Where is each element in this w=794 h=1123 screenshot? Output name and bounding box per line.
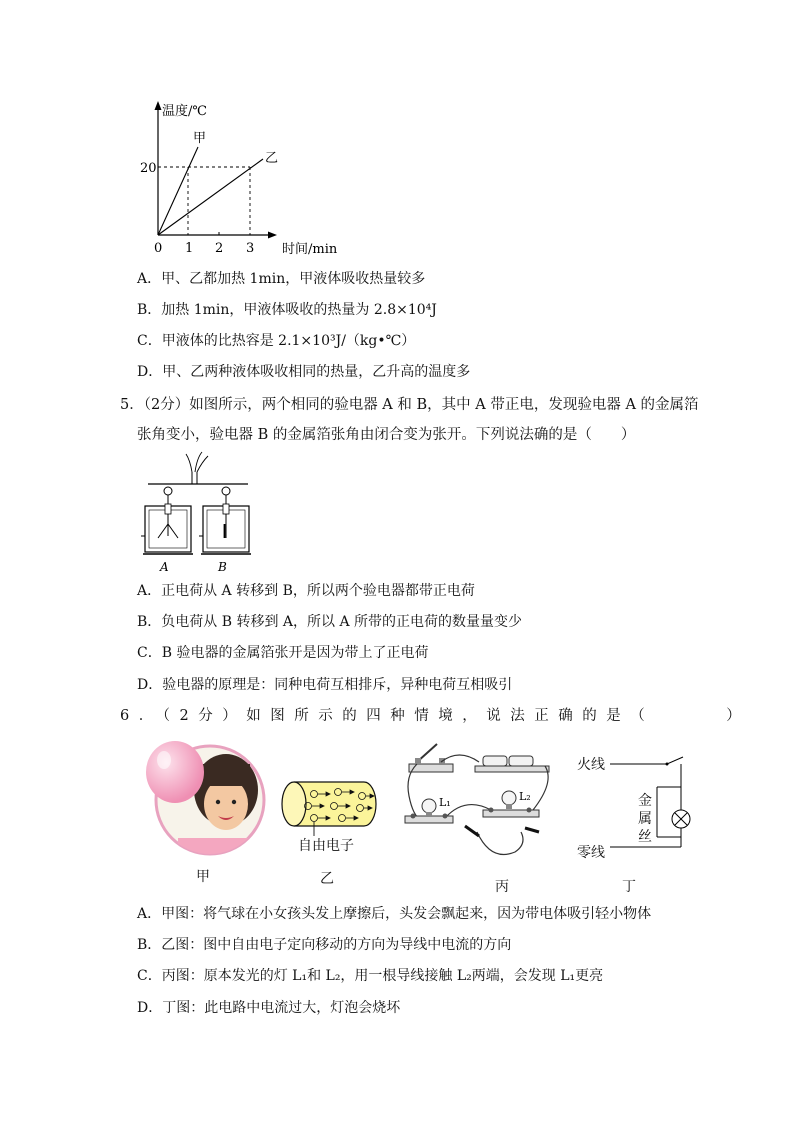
q5-option-b: B．负电荷从 B 转移到 A，所以 A 所带的正电荷的数量量变少 xyxy=(137,614,523,630)
metal-wire-char-3: 丝 xyxy=(638,829,652,845)
x-tick-1: 1 xyxy=(185,241,194,256)
x-tick-2: 2 xyxy=(215,241,224,256)
y-tick-20: 20 xyxy=(140,161,157,176)
electroscopes-figure xyxy=(140,450,260,575)
y-axis-arrow xyxy=(155,101,162,110)
q6-option-b: B．乙图：图中自由电子定向移动的方向为导线中电流的方向 xyxy=(137,937,512,953)
q5-stem-line2: 张角变小，验电器 B 的金属箔张角由闭合变为张开。下列说法确的是（ ） xyxy=(137,427,636,443)
q5-stem-line1: 5．（2分）如图所示，两个相同的验电器 A 和 B，其中 A 带正电，发现验电器 A 的金属箔 xyxy=(120,397,699,413)
q5-option-d: D．验电器的原理是：同种电荷互相排斥，异种电荷互相吸引 xyxy=(137,677,513,693)
x-axis-arrow xyxy=(268,232,277,239)
q5-option-a: A．正电荷从 A 转移到 B，所以两个验电器都带正电荷 xyxy=(137,583,475,599)
caption-ding: 丁 xyxy=(622,879,636,895)
lamp-label-l2: L₂ xyxy=(519,790,531,803)
q5-option-c: C．B 验电器的金属箔张开是因为带上了正电荷 xyxy=(137,645,429,661)
figure-bing-series-circuit xyxy=(395,736,565,876)
live-wire-label: 火线 xyxy=(577,757,605,773)
figure-ding-household-circuit xyxy=(605,755,705,855)
caption-jia: 甲 xyxy=(196,869,210,885)
q4-option-a: A．甲、乙都加热 1min，甲液体吸收热量较多 xyxy=(137,271,426,287)
q6-option-d: D．丁图：此电路中电流过大，灯泡会烧坏 xyxy=(137,1000,401,1016)
balloon xyxy=(146,741,204,803)
line-yi xyxy=(158,159,263,235)
q6-option-c: C．丙图：原本发光的灯 L₁和 L₂，用一根导线接触 L₂两端，会发现 L₁更亮 xyxy=(137,968,604,984)
x-tick-0: 0 xyxy=(154,241,163,256)
x-tick-3: 3 xyxy=(246,241,255,256)
electroscope-label-b: B xyxy=(218,560,227,574)
electroscope-label-a: A xyxy=(160,560,169,574)
label-yi: 乙 xyxy=(265,151,279,166)
label-jia: 甲 xyxy=(193,131,207,146)
q4-option-c: C．甲液体的比热容是 2.1×10³J/（kg•℃） xyxy=(137,333,416,349)
q4-option-d: D．甲、乙两种液体吸收相同的热量，乙升高的温度多 xyxy=(137,364,471,380)
q4-option-b: B．加热 1min，甲液体吸收的热量为 2.8×10⁴J xyxy=(137,302,437,318)
y-axis-label: 温度/℃ xyxy=(162,104,207,119)
x-axis-label: 时间/min xyxy=(282,242,338,257)
temperature-time-graph xyxy=(130,95,360,260)
metal-wire-char-1: 金 xyxy=(638,793,652,809)
q6-option-a: A．甲图：将气球在小女孩头发上摩擦后，头发会飘起来，因为带电体吸引轻小物体 xyxy=(137,906,652,922)
q6-stem: 6．（2分）如图所示的四种情境，说法正确的是（ ） xyxy=(120,708,751,724)
figure-jia-balloon-girl xyxy=(138,738,268,860)
metal-wire-char-2: 属 xyxy=(638,811,652,827)
line-jia xyxy=(158,147,198,235)
lamp-label-l1: L₁ xyxy=(439,796,451,809)
free-electron-label: 自由电子 xyxy=(298,838,354,854)
neutral-wire-label: 零线 xyxy=(577,845,605,861)
caption-bing: 丙 xyxy=(495,879,509,895)
caption-yi: 乙 xyxy=(320,871,334,887)
